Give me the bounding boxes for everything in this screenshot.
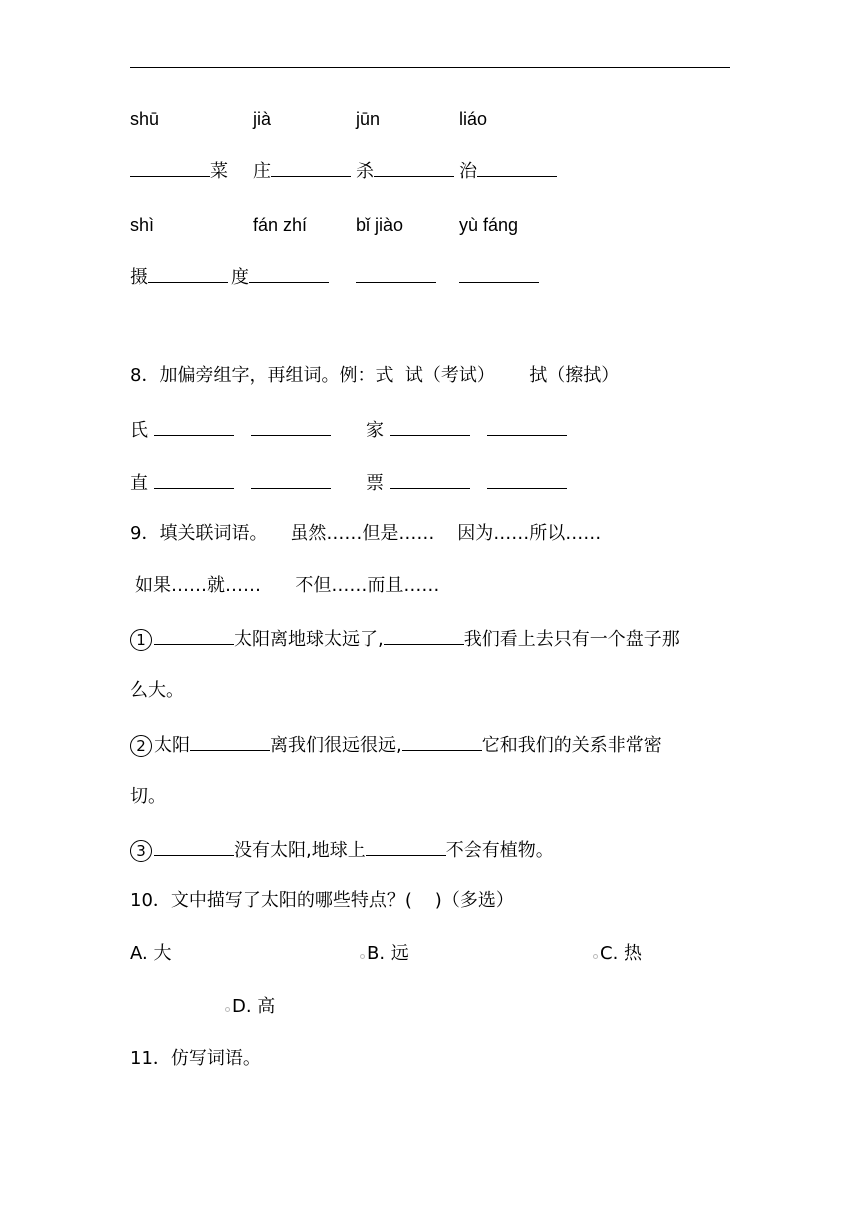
blank[interactable] (477, 159, 557, 177)
option-c: C. 热 (600, 943, 643, 964)
q9-sentence-1-cont: 么大。 (130, 680, 184, 701)
char-zhi-straight: 直 (130, 473, 148, 494)
circled-number-3: 3 (130, 840, 152, 862)
option-b: B. 远 (367, 943, 409, 964)
char-zhuang: 庄 (253, 161, 271, 182)
option-b-wrap[interactable] (360, 943, 409, 965)
char-sha: 杀 (356, 161, 374, 182)
blank[interactable] (251, 471, 331, 489)
radio-dot-icon (225, 1007, 230, 1012)
q7-row2-du (231, 265, 329, 289)
char-shi-clan: 氏 (130, 420, 148, 441)
option-d: D. 高 (232, 996, 276, 1017)
q7-row1-sha (356, 159, 454, 183)
blank[interactable] (402, 733, 482, 751)
blank[interactable] (374, 159, 454, 177)
blank[interactable] (384, 627, 464, 645)
q7-row1-blanks (130, 159, 228, 183)
q8-row-jia (366, 418, 567, 442)
s2-part-c: 它和我们的关系非常密 (481, 735, 662, 756)
q7-row2-blank4 (459, 265, 539, 289)
blank[interactable] (390, 471, 470, 489)
pinyin-shi: shì (130, 215, 155, 235)
option-d-wrap[interactable] (225, 996, 275, 1018)
q7-row1-zhuang (253, 159, 351, 183)
char-piao-ticket: 票 (366, 473, 384, 494)
pinyin-bijiao: bǐ jiào (356, 215, 404, 235)
circled-number-2: 2 (130, 735, 152, 757)
option-c-wrap[interactable] (593, 943, 642, 965)
blank[interactable] (190, 733, 270, 751)
blank[interactable] (154, 838, 234, 856)
q7-row1-zhi (459, 159, 557, 183)
q9-sentence-3 (130, 838, 554, 862)
q8-row-shi (130, 418, 331, 442)
s3-part-a: 没有太阳,地球上 (234, 840, 366, 861)
q7-row2-she (130, 265, 228, 289)
blank[interactable] (154, 471, 234, 489)
pinyin-liao: liáo (459, 109, 488, 129)
q10-title: 10．文中描写了太阳的哪些特点？( )（多选） (130, 890, 514, 911)
char-she: 摄 (130, 267, 148, 288)
pinyin-shu: shū (130, 109, 160, 129)
pinyin-jun: jūn (356, 109, 381, 129)
radio-dot-icon (360, 954, 365, 959)
q9-sentence-1 (130, 627, 680, 651)
blank[interactable] (154, 418, 234, 436)
pinyin-fanzhi: fán zhí (253, 215, 308, 235)
blank[interactable] (356, 265, 436, 283)
blank[interactable] (130, 159, 210, 177)
blank[interactable] (251, 418, 331, 436)
blank[interactable] (154, 627, 234, 645)
char-du: 度 (231, 267, 249, 288)
q11-title: 11．仿写词语。 (130, 1048, 261, 1069)
circled-number-1: 1 (130, 629, 152, 651)
blank[interactable] (366, 838, 446, 856)
s3-part-b: 不会有植物。 (445, 840, 554, 861)
s2-part-a: 太阳 (154, 735, 190, 756)
header-rule (130, 67, 730, 68)
q8-row-piao (366, 471, 567, 495)
option-a[interactable]: A. 大 (130, 943, 172, 964)
char-cai: 菜 (210, 161, 228, 182)
q8-title: 8．加偏旁组字，再组词。例：式 试（考试） 拭（擦拭） (130, 365, 620, 386)
q9-sentence-2 (130, 733, 662, 757)
q9-sentence-2-cont: 切。 (130, 786, 166, 807)
pinyin-jia: jià (253, 109, 272, 129)
s2-part-b: 离我们很远很远, (270, 735, 402, 756)
blank[interactable] (390, 418, 470, 436)
pinyin-yufang: yù fáng (459, 215, 519, 235)
radio-dot-icon (593, 954, 598, 959)
char-jia-home: 家 (366, 420, 384, 441)
blank[interactable] (487, 471, 567, 489)
blank[interactable] (271, 159, 351, 177)
s1-part-a: 太阳离地球太远了, (234, 629, 384, 650)
q8-row-zhi (130, 471, 331, 495)
q9-title: 9．填关联词语。 虽然……但是…… 因为……所以…… (130, 523, 602, 544)
s1-part-b: 我们看上去只有一个盘子那 (463, 629, 680, 650)
blank[interactable] (459, 265, 539, 283)
blank[interactable] (249, 265, 329, 283)
char-zhi: 治 (459, 161, 477, 182)
blank[interactable] (487, 418, 567, 436)
q7-row2-blank3 (356, 265, 436, 289)
blank[interactable] (148, 265, 228, 283)
q9-options-line2: 如果……就…… 不但……而且…… (135, 575, 440, 596)
